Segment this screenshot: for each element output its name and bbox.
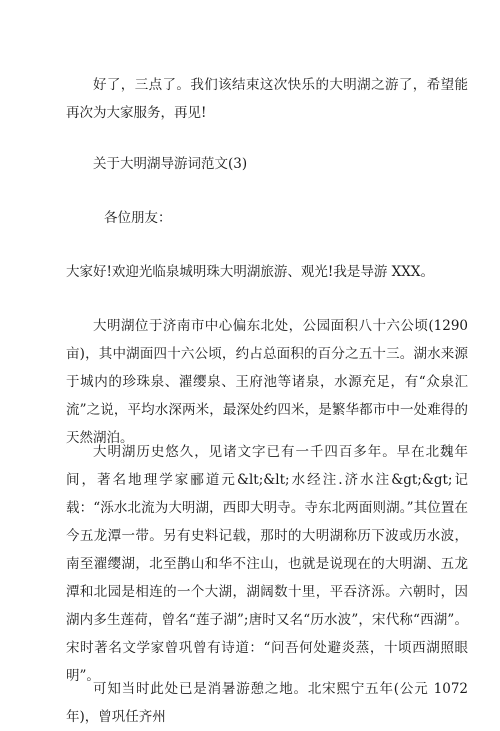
location-paragraph: 大明湖位于济南市中心偏东北处，公园面积八十六公顷(1290 亩)，其中湖面四十六公顷，约占总面积的百分之五十三。湖水来源于城内的珍珠泉、濯缨泉、王府池等诸泉，水源充足，有“众泉汇流”之说，平均水深两米，最深处约四米，是繁华都市中一处难得的天然湖泊。 xyxy=(66,318,468,446)
closing-paragraph: 好了，三点了。我们该结束这次快乐的大明湖之游了，希望能再次为大家服务，再见! xyxy=(66,77,468,121)
history-paragraph: 大明湖历史悠久，见诸文字已有一千四百多年。早在北魏年间，著名地理学家郦道元&lt;&lt;水经注.济水注&gt;&gt;记载：“泺水北流为大明湖，西即大明寺。寺东北两面则湖。”其位置在今五龙潭一带。另有史料记载，那时的大明湖称历下波或历水波，南至濯缨湖，北至鹊山和华不注山，也就是说现在的大明湖、五龙潭和北园是相连的一个大湖，湖阔数十里，平吞济泺。六朝时，因湖内多生莲荷，曾名“莲子湖”;唐时又名“历水波”，宋代称“西湖”。宋时著名文学家曾巩曾有诗道：“问吾何处避炎蒸，十顷西湖照眼明”。 xyxy=(66,444,468,684)
welcome-paragraph: 大家好!欢迎光临泉城明珠大明湖旅游、观光!我是导游 XXX。 xyxy=(66,264,434,280)
section-heading: 关于大明湖导游词范文(3) xyxy=(93,156,248,172)
greeting: 各位朋友： xyxy=(104,210,172,226)
continuation-paragraph: 可知当时此处已是消暑游憩之地。北宋熙宁五年(公元 1072 年)，曾巩任齐州 xyxy=(66,681,468,725)
